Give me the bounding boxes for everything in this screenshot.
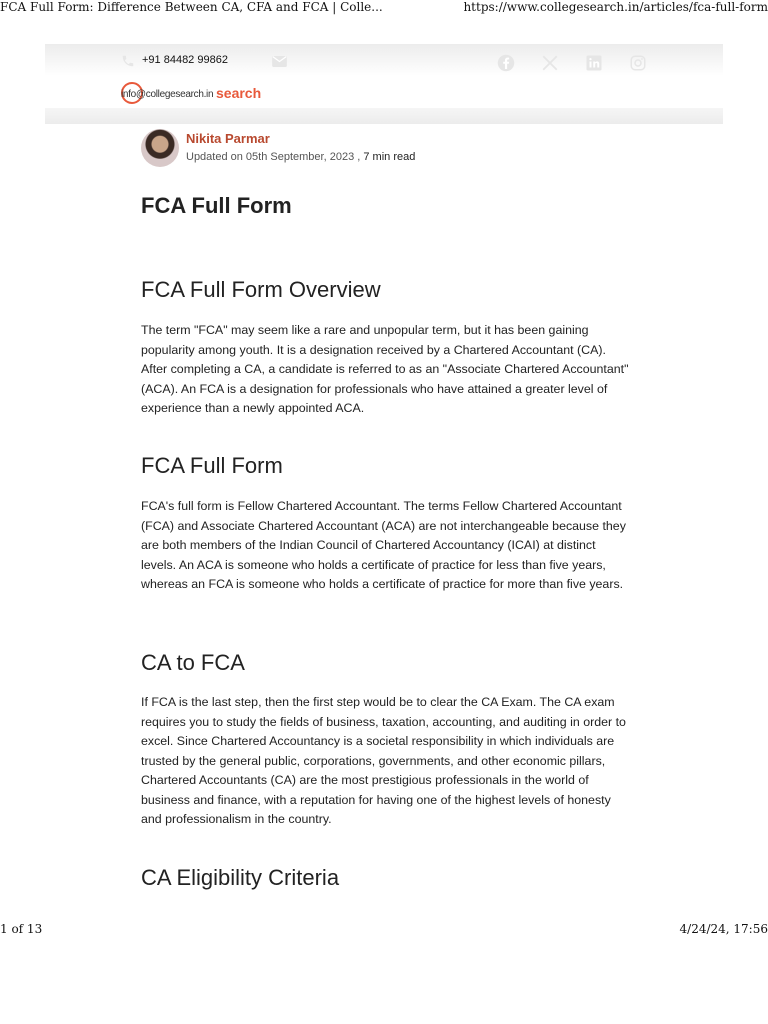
author-name[interactable]: Nikita Parmar <box>186 131 270 146</box>
section-paragraph-full-form: FCA's full form is Fellow Chartered Accountant. The terms Fellow Chartered Accountant (FCA) and Associate Chartered Accountant (ACA) are not interchangeable because they are both members of the Indian Council of Chartered Accountancy (ICAI) at distinct levels. An ACA is someone who holds a certificate of practice for less than five years, whereas an FCA is someone who holds a certificate of practice for more than five years. <box>141 499 626 591</box>
facebook-icon[interactable] <box>497 54 515 72</box>
mail-icon[interactable] <box>272 56 287 67</box>
section-heading-full-form: FCA Full Form <box>141 453 283 478</box>
section-paragraph-ca-to-fca: If FCA is the last step, then the first step would be to clear the CA Exam. The CA exam requires you to study the fields of business, taxation, accounting, and auditing in order to excel. Since Chartered Accountancy is a societal responsibility in which individuals are trusted by the general public, corporations, governments, and other economic pillars, Chartered Accountants (CA) are the most prestigious professionals in the world of business and finance, with a reputation for having one of the highest levels of honesty and professionalism in the country. <box>141 695 626 826</box>
phone-icon[interactable] <box>121 54 135 68</box>
top-contact-bar <box>45 44 723 78</box>
author-avatar <box>141 129 179 167</box>
phone-number[interactable]: +91 84482 99862 <box>142 54 228 66</box>
print-page-title: FCA Full Form: Difference Between CA, CFA and FCA | Colle... <box>0 0 383 14</box>
updated-info <box>186 151 415 163</box>
print-header <box>0 0 768 16</box>
main-nav-bar <box>45 78 723 108</box>
print-page-number: 1 of 13 <box>0 922 43 936</box>
linkedin-icon[interactable] <box>585 54 603 72</box>
x-icon[interactable] <box>541 54 559 72</box>
updated-date: Updated on 05th September, 2023 , <box>186 151 361 163</box>
section-paragraph-overview: The term "FCA" may seem like a rare and unpopular term, but it has been gaining popularity among youth. It is a designation received by a Chartered Accountant (CA). After completing a CA, a candidate is referred to as an "Associate Chartered Accountant" (ACA). An FCA is a designation for professionals who have attained a greater level of experience than a newly appointed ACA. <box>141 323 629 415</box>
section-heading-ca-eligibility: CA Eligibility Criteria <box>141 865 340 890</box>
contact-email-overlapping-logo[interactable]: info@collegesearch.in <box>121 89 214 100</box>
logo-wordmark[interactable]: search <box>216 85 262 101</box>
article-title: FCA Full Form <box>141 193 292 218</box>
instagram-icon[interactable] <box>629 54 647 72</box>
print-page-url: https://www.collegesearch.in/articles/fca-full-form <box>463 0 768 14</box>
print-footer <box>0 922 768 938</box>
print-datetime: 4/24/24, 17:56 <box>679 922 768 936</box>
section-heading-ca-to-fca: CA to FCA <box>141 650 245 675</box>
section-heading-overview: FCA Full Form Overview <box>141 277 381 302</box>
read-time: 7 min read <box>363 151 416 163</box>
site-header <box>45 44 723 124</box>
